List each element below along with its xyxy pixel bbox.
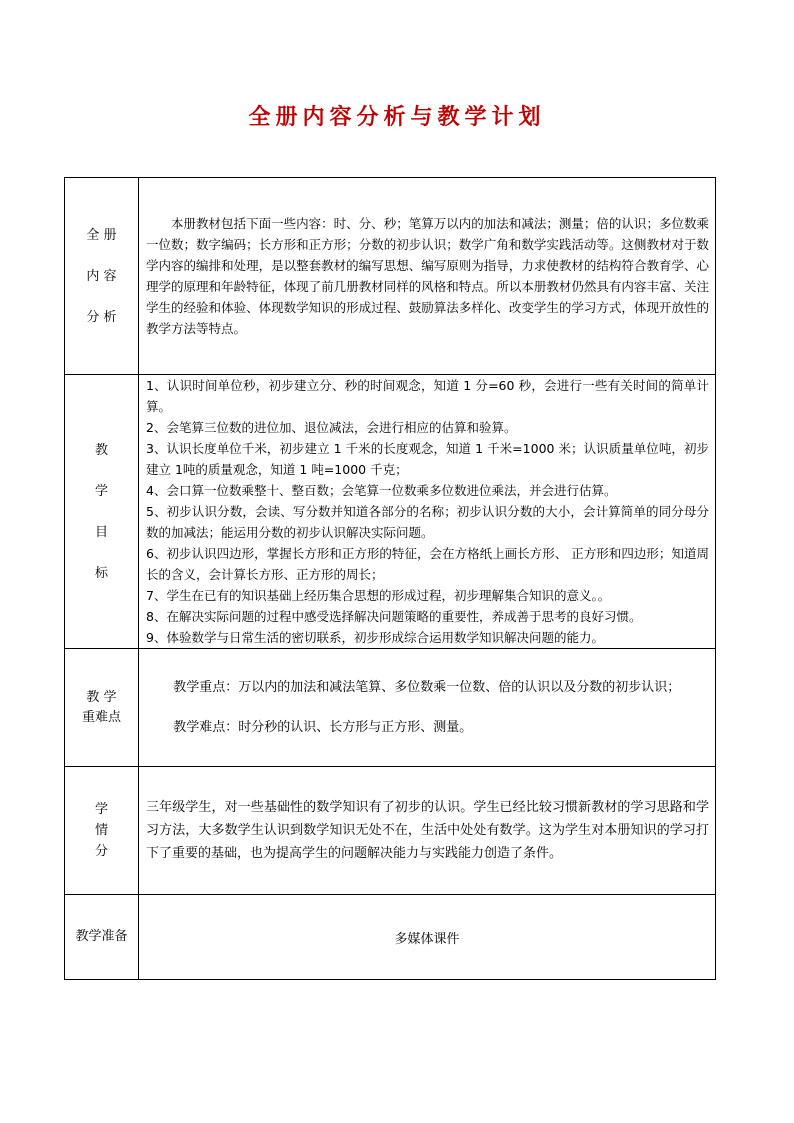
label-preparation: 教学准备	[65, 895, 139, 980]
goal-item: 5、初步认识分数，会读、写分数并知道各部分的名称；初步认识分数的大小，会计算简单的同分母分数的加减法；能运用分数的初步认识解决实际问题。	[146, 504, 709, 540]
label-goals	[65, 375, 139, 649]
label-line: 分	[94, 844, 108, 859]
goal-item: 1、认识时间单位秒，初步建立分、秒的时间观念，知道 1 分=60 秒，会进行一些有关时间的简单计算。	[146, 378, 709, 414]
label-line: 重难点	[81, 709, 121, 725]
label-line: 目	[94, 524, 108, 540]
label-line: 教 学	[86, 689, 117, 705]
goal-item: 8、在解决实际问题的过程中感受选择解决问题策略的重要性，养成善于思考的良好习惯。	[146, 609, 642, 624]
label-line: 标	[94, 565, 108, 581]
student-analysis-text: 三年级学生，对一些基础性的数学知识有了初步的认识。学生已经比较习惯新教材的学习思路和学习方法，大多数学生认识到数学知识无处不在，生活中处处有数学。这为学生对本册知识的学习打下了重要的基础，也为提高学生的问题解决能力与实践能力创造了条件。	[146, 800, 709, 861]
row-key-points	[65, 649, 716, 767]
preparation-text: 多媒体课件	[139, 895, 716, 980]
label-line: 全 册	[86, 227, 117, 243]
goals-cell	[139, 375, 716, 649]
label-line: 情	[94, 823, 108, 838]
label-student-analysis	[65, 767, 139, 895]
label-line: 内 容	[86, 268, 117, 284]
label-content-analysis	[65, 178, 139, 375]
goal-item: 2、会笔算三位数的进位加、退位减法，会进行相应的估算和验算。	[146, 420, 517, 435]
goal-item: 4、会口算一位数乘整十、整百数；会笔算一位数乘多位数进位乘法，并会进行估算。	[146, 483, 617, 498]
difficult-point-text: 教学难点：时分秒的认识、长方形与正方形、测量。	[173, 719, 473, 735]
goal-item: 3、认识长度单位千米，初步建立 1 千米的长度观念，知道 1 千米=1000 米；认识质量单位吨，初步建立 1吨的质量观念，知道 1 吨=1000 千克；	[146, 441, 709, 477]
label-line: 教	[94, 442, 108, 458]
row-student-analysis	[65, 767, 716, 895]
goal-item: 6、初步认识四边形，掌握长方形和正方形的特征，会在方格纸上画长方形、 正方形和四边形；知道周长的含义，会计算长方形、正方形的周长；	[146, 546, 709, 582]
row-content-analysis	[65, 178, 716, 375]
plan-table	[64, 177, 716, 980]
content-analysis-text: 本册教材包括下面一些内容：时、分、秒；笔算万以内的加法和减法；测量；倍的认识；多位数乘一位数；数字编码；长方形和正方形；分数的初步认识；数学广角和数学实践活动等。这侧教材对于数学内容的编排和处理，是以整套教材的编写思想、编写原则为指导，力求使教材的结构符合教育学、心理学的原理和年龄特征，体现了前几册教材同样的风格和特点。所以本册教材仍然具有内容丰富、关注学生的经验和体验、体现数学知识的形成过程、鼓励算法多样化、改变学生的学习方式，体现开放性的教学方法等特点。	[146, 216, 709, 336]
key-point-text: 教学重点：万以内的加法和减法笔算、多位数乘一位数、倍的认识以及分数的初步认识；	[173, 679, 681, 695]
student-analysis-cell	[139, 767, 716, 895]
label-line: 学	[94, 802, 108, 817]
page-title: 全册内容分析与教学计划	[248, 105, 546, 130]
content-analysis-cell	[139, 178, 716, 375]
goal-item: 9、体验数学与日常生活的密切联系，初步形成综合运用数学知识解决问题的能力。	[146, 630, 604, 645]
label-key-points	[65, 649, 139, 767]
row-goals	[65, 375, 716, 649]
label-line: 分 析	[86, 309, 117, 325]
key-points-cell	[139, 649, 716, 767]
row-preparation	[65, 895, 716, 980]
label-line: 学	[94, 483, 108, 499]
goal-item: 7、学生在已有的知识基础上经历集合思想的形成过程，初步理解集合知识的意义。。	[146, 588, 611, 603]
